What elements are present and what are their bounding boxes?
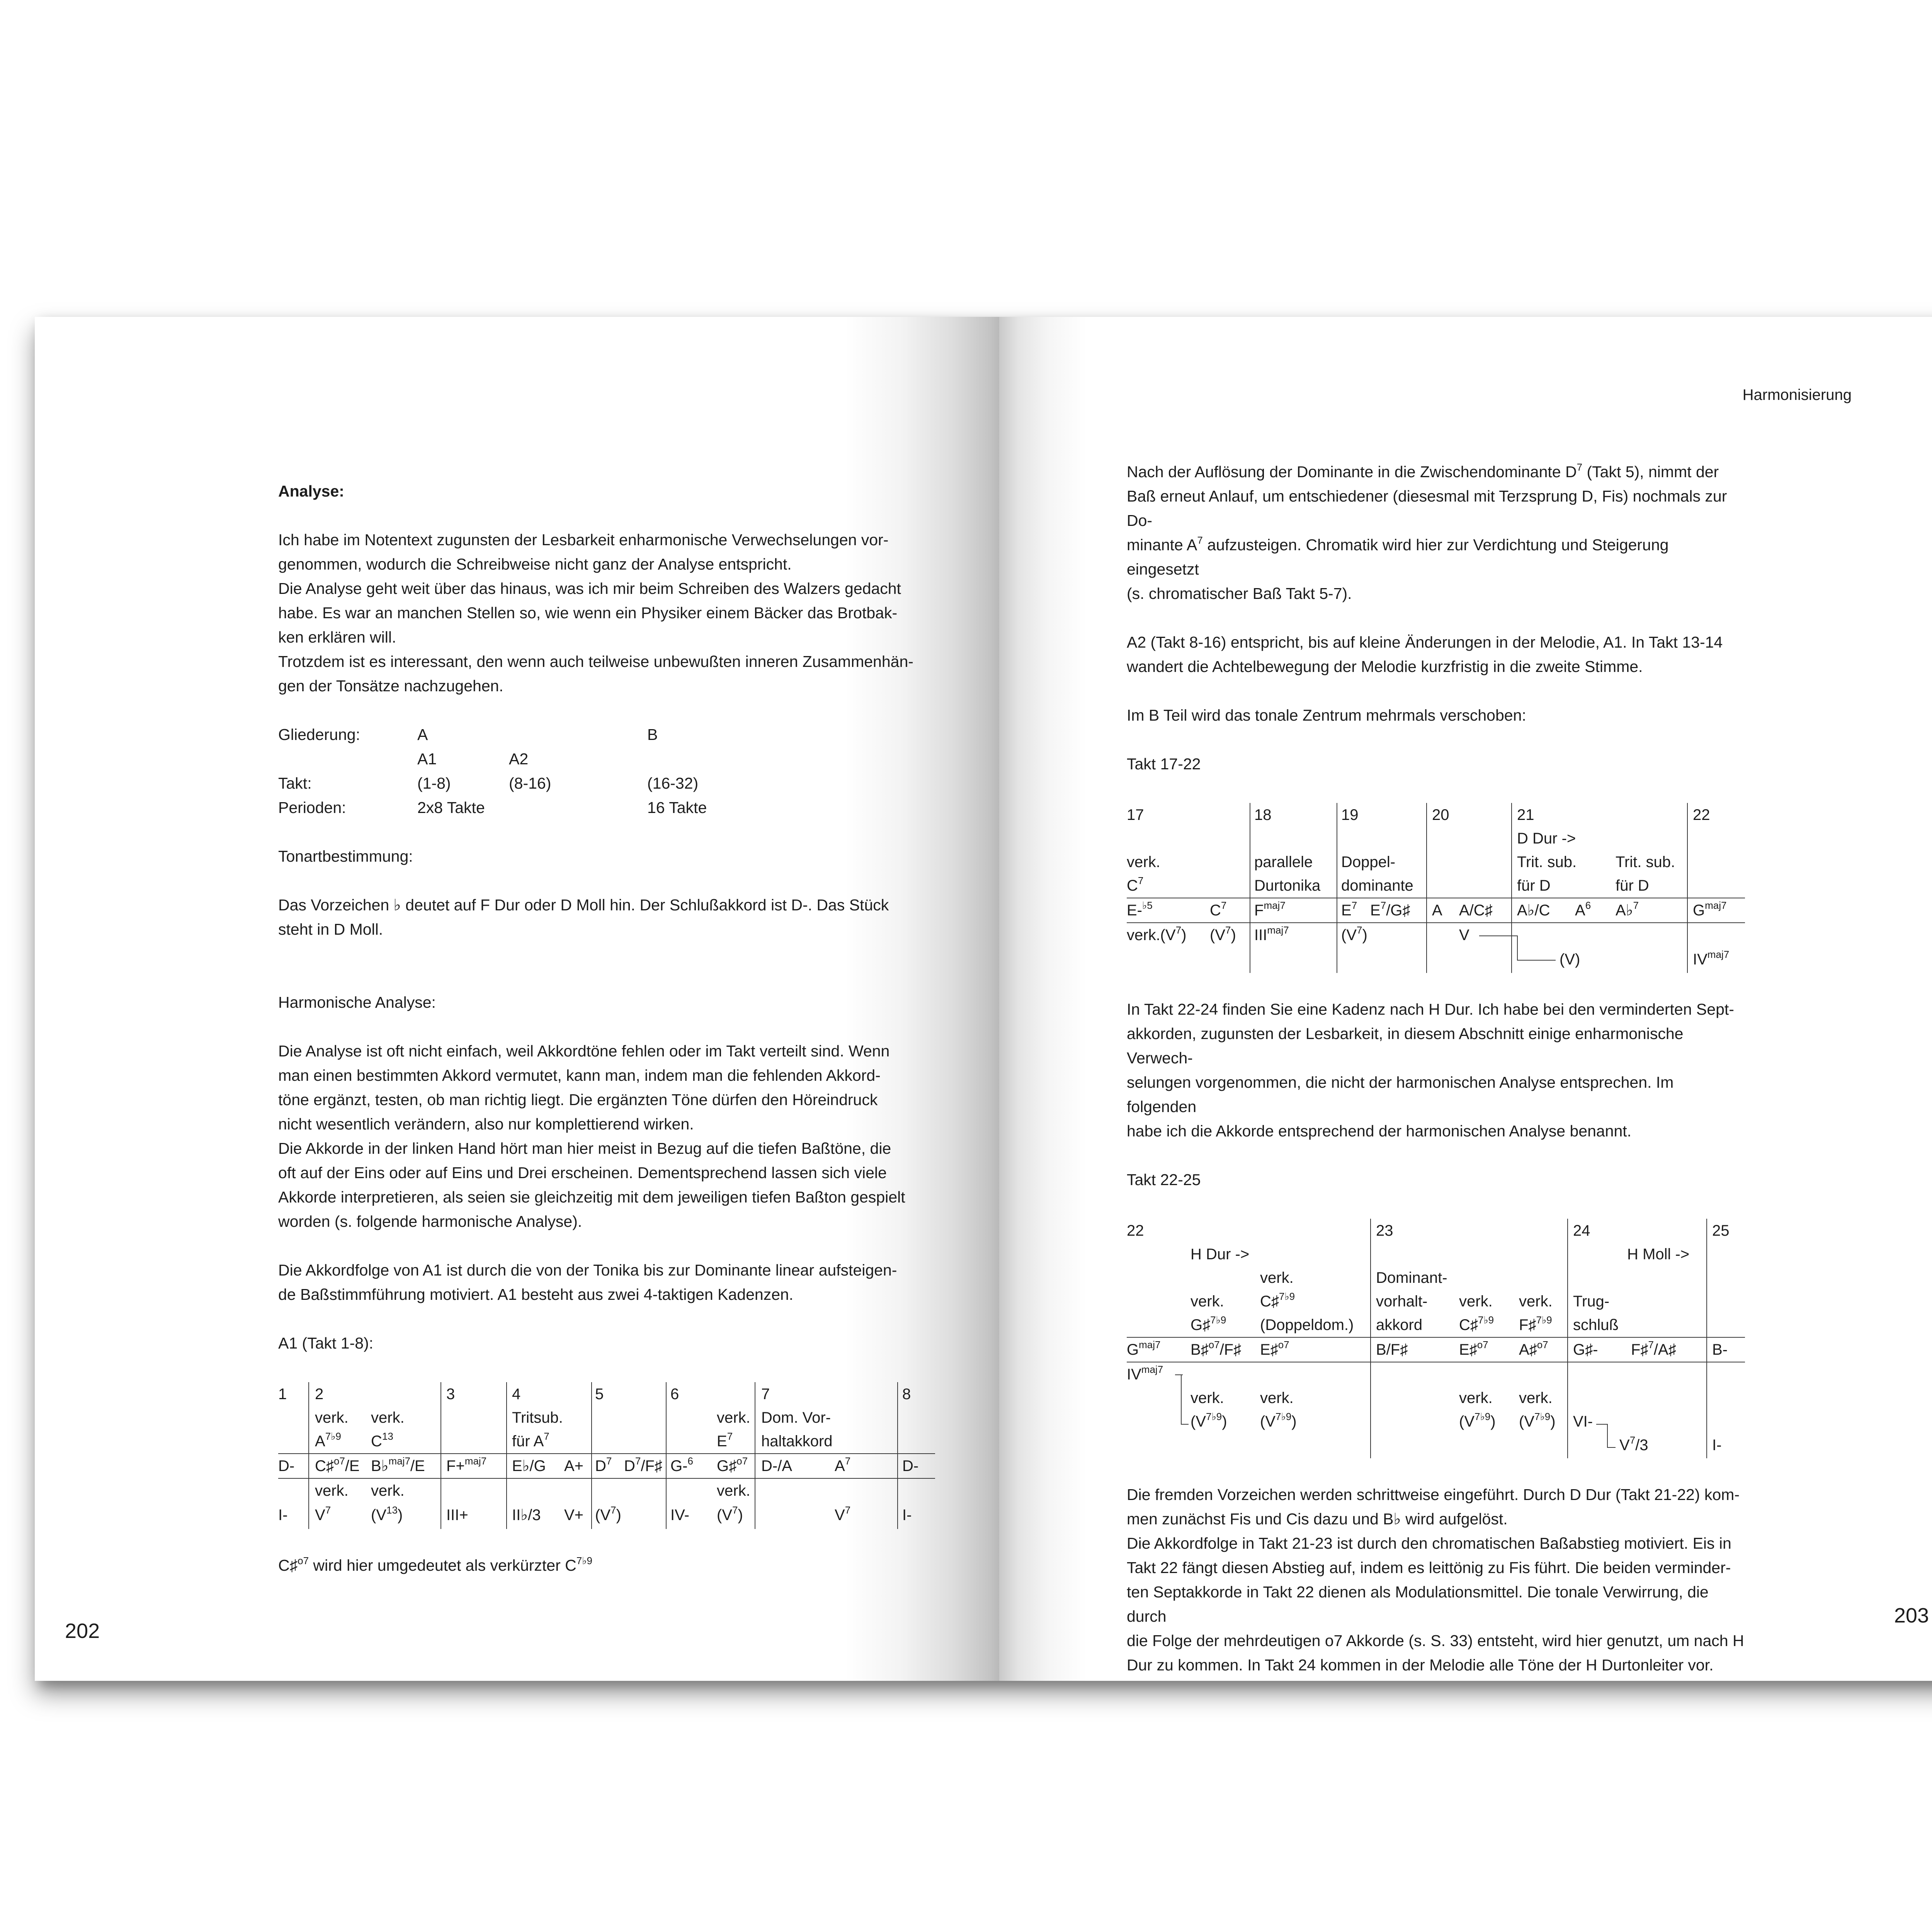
- perioden-label: Perioden:: [278, 799, 346, 816]
- tonart-heading: Tonartbestimmung:: [278, 847, 413, 865]
- takt-number: 4: [512, 1386, 521, 1403]
- connector-line: [1607, 1424, 1608, 1448]
- chord-annotation: verk.: [371, 1409, 405, 1426]
- perioden-b: 16 Takte: [647, 799, 707, 816]
- chord-symbol: D-: [902, 1458, 919, 1475]
- text-line: wandert die Achtelbewegung der Melodie kurzfristig in die zweite Stimme.: [1127, 658, 1643, 675]
- takt-number: 5: [595, 1386, 604, 1403]
- analyse-heading: Analyse:: [278, 482, 344, 500]
- footnote-line: C♯$^{o7}$ wird hier umgedeutet als verkürzter $C^{7♭9}$: [278, 1555, 592, 1574]
- takt-number: 18: [1254, 806, 1272, 823]
- chord-symbol: F♯$^7$/A♯: [1631, 1339, 1676, 1358]
- text-line: ken erklären will.: [278, 628, 396, 646]
- text-line: Akkorde interpretieren, als seien sie gleichzeitig mit dem jeweiligen tiefen Baßton gespielt: [278, 1188, 905, 1206]
- connector-line: [1479, 935, 1518, 936]
- chord-annotation: Trug-: [1573, 1293, 1610, 1310]
- chord-symbol: B-: [1712, 1341, 1728, 1358]
- paragraph-vorzeichen: [1127, 1483, 1745, 1677]
- section-b: B: [647, 726, 658, 743]
- section-a2: A2: [509, 750, 529, 768]
- function-symbol: $(V^{7♭9})$: [1519, 1411, 1556, 1430]
- text-line: die Folge der mehrdeutigen o7 Akkorde (s. S. 33) entsteht, wird hier genutzt, um nach H: [1127, 1632, 1744, 1650]
- chord-symbol: B♭$^{maj7}$/E: [371, 1455, 425, 1475]
- harmonische-analyse-heading: Harmonische Analyse:: [278, 993, 436, 1011]
- function-symbol: $(V^7)$: [717, 1504, 743, 1524]
- left-page: [35, 317, 999, 1681]
- function-symbol: $(V^{13})$: [371, 1504, 403, 1524]
- chord-symbol: $F^{maj7}$: [1254, 900, 1286, 919]
- function-symbol: $V^7$: [315, 1504, 331, 1524]
- bar-line: [1511, 803, 1512, 973]
- function-symbol: IV-: [670, 1507, 689, 1524]
- book-spread: [35, 317, 1932, 1681]
- text-line: Die Akkordfolge von A1 ist durch die von der Tonika bis zur Dominante linear aufsteigen-: [278, 1261, 897, 1279]
- text-line: oft auf der Eins oder auf Eins und Drei erscheinen. Dementsprechend lassen sich viele: [278, 1164, 887, 1182]
- text-line: Die Akkorde in der linken Hand hört man hier meist in Bezug auf die tiefen Baßtöne, die: [278, 1139, 891, 1157]
- connector-line: [1517, 960, 1556, 961]
- running-head: Harmonisierung: [1742, 386, 1852, 403]
- takt-a1: (1-8): [417, 774, 451, 792]
- function-symbol: I-: [902, 1507, 912, 1524]
- chord-annotation: $E^7$: [717, 1430, 733, 1450]
- chord-symbol: $A^6$: [1575, 900, 1591, 919]
- chord-symbol: A♭/C: [1517, 902, 1550, 919]
- chord-annotation: C♯$^{7♭9}$: [1260, 1291, 1295, 1310]
- chord-annotation: Doppel-: [1341, 854, 1396, 871]
- chord-annotation: parallele: [1254, 854, 1313, 871]
- text-line: ten Septakkorde in Takt 22 dienen als Modulationsmittel. Die tonale Verwirrung, die durch: [1127, 1583, 1709, 1625]
- key-annotation: H Dur ->: [1190, 1246, 1250, 1263]
- chord-symbol: E-$^{♭5}$: [1127, 900, 1153, 919]
- chord-annotation: verk.: [1459, 1293, 1493, 1310]
- function-symbol: (V): [1560, 951, 1580, 968]
- section-a1: A1: [417, 750, 437, 768]
- function-symbol: VI-: [1573, 1413, 1593, 1430]
- chord-annotation: Dom. Vor-: [761, 1409, 831, 1426]
- text-line: töne ergänzt, testen, ob man richtig liegt. Die ergänzten Töne dürfen den Höreindruck: [278, 1091, 878, 1109]
- text-line: In Takt 22-24 finden Sie eine Kadenz nach H Dur. Ich habe bei den verminderten Sept-: [1127, 1000, 1734, 1018]
- chord-annotation: Trit. sub.: [1517, 854, 1577, 871]
- chord-symbol: G♯$^{o7}$: [717, 1455, 748, 1475]
- a1-table-caption: A1 (Takt 1-8):: [278, 1334, 374, 1352]
- text-line: Nach der Auflösung der Dominante in die Zwischendominante $D^7$ (Takt 5), nimmt der: [1127, 461, 1719, 481]
- function-symbol: I-: [1712, 1437, 1722, 1454]
- takt-number: 24: [1573, 1222, 1590, 1239]
- takt-number: 23: [1376, 1222, 1393, 1239]
- text-line: selungen vorgenommen, die nicht der harmonischen Analyse entsprechen. Im folgenden: [1127, 1073, 1674, 1116]
- text-line: steht in D Moll.: [278, 920, 383, 938]
- chord-symbol: C♯$^{o7}$/E: [315, 1455, 360, 1475]
- chord-symbol: $G^{maj7}$: [1127, 1339, 1161, 1358]
- takt-number: 20: [1432, 806, 1449, 823]
- chord-symbol: $E^7$: [1341, 900, 1357, 919]
- chord-annotation: verk.: [717, 1409, 750, 1426]
- bar-line: [666, 1382, 667, 1529]
- function-symbol: I-: [278, 1507, 288, 1524]
- text-line: Die Analyse geht weit über das hinaus, was ich mir beim Schreiben des Walzers gedacht: [278, 580, 901, 597]
- paragraph-dominante: [1127, 460, 1745, 606]
- takt-number: 6: [670, 1386, 679, 1403]
- takt-number: 17: [1127, 806, 1144, 823]
- takt-number: 8: [902, 1386, 911, 1403]
- function-symbol: $V^7/3$: [1619, 1434, 1648, 1454]
- text-line: (s. chromatischer Baß Takt 5-7).: [1127, 585, 1352, 602]
- chord-annotation: haltakkord: [761, 1433, 833, 1450]
- bar-line: [1687, 803, 1688, 973]
- function-symbol: $(V^{7♭9})$: [1459, 1411, 1496, 1430]
- function-annotation: verk.: [1260, 1389, 1294, 1406]
- right-text-column: [1127, 460, 1745, 1677]
- chord-symbol: $G^{maj7}$: [1693, 900, 1727, 919]
- takt-a2: (8-16): [509, 774, 551, 792]
- chord-symbol: E♯$^{o7}$: [1459, 1339, 1488, 1358]
- function-symbol: V+: [564, 1507, 584, 1524]
- chord-annotation: Dominant-: [1376, 1269, 1447, 1286]
- chord-symbol: A: [1432, 902, 1442, 919]
- text-line: worden (s. folgende harmonische Analyse).: [278, 1213, 582, 1230]
- function-symbol: $IV^{maj7}$: [1127, 1364, 1163, 1383]
- bar-line: [308, 1382, 309, 1529]
- chord-symbol: $C^7$: [1210, 900, 1227, 919]
- perioden-a: 2x8 Takte: [417, 799, 485, 816]
- chord-symbol: E♯$^{o7}$: [1260, 1339, 1289, 1358]
- harmony-table-22-25: [1127, 1219, 1745, 1458]
- harmony-table-17-22: [1127, 803, 1745, 973]
- chord-annotation: für $A^7$: [512, 1430, 549, 1450]
- text-line: minante $A^7$ aufzusteigen. Chromatik wird hier zur Verdichtung und Steigerung eingesetzt: [1127, 534, 1669, 578]
- takt-number: 22: [1127, 1222, 1144, 1239]
- paragraph-kadenz: [1127, 997, 1745, 1143]
- chord-symbol: A♯$^{o7}$: [1519, 1339, 1548, 1358]
- key-annotation: H Moll ->: [1627, 1246, 1690, 1263]
- text-line: Im B Teil wird das tonale Zentrum mehrmals verschoben:: [1127, 706, 1526, 724]
- function-annotation: verk.: [315, 1482, 349, 1499]
- function-symbol: $verk.(V^7)$: [1127, 924, 1187, 944]
- function-annotation: verk.: [1190, 1389, 1224, 1406]
- function-symbol: $(V^7)$: [1210, 924, 1236, 944]
- text-line: men zunächst Fis und Cis dazu und B♭ wird aufgelöst.: [1127, 1510, 1508, 1528]
- text-line: habe. Es war an manchen Stellen so, wie wenn ein Physiker einem Bäcker das Brotbak-: [278, 604, 898, 622]
- gliederung-table: [278, 723, 935, 820]
- chord-annotation: (Doppeldom.): [1260, 1316, 1354, 1333]
- chord-annotation: vorhalt-: [1376, 1293, 1428, 1310]
- bar-line: [1370, 1219, 1371, 1458]
- gliederung-label: Gliederung:: [278, 726, 360, 743]
- chord-symbol: F+$^{maj7}$: [446, 1455, 487, 1475]
- takt-number: 3: [446, 1386, 455, 1403]
- chord-annotation: $A^{7♭9}$: [315, 1430, 341, 1450]
- function-annotation: verk.: [371, 1482, 405, 1499]
- chord-symbol: $D^7$: [595, 1455, 612, 1475]
- chord-annotation: dominante: [1341, 877, 1413, 894]
- function-symbol: $IV^{maj7}$: [1693, 949, 1730, 968]
- chord-symbol: $D^7/F♯$: [624, 1455, 662, 1475]
- chord-symbol: A♭$^7$: [1616, 900, 1639, 919]
- chord-annotation: akkord: [1376, 1316, 1423, 1333]
- function-symbol: II♭/3: [512, 1507, 541, 1524]
- takt-number: 22: [1693, 806, 1710, 823]
- text-line: Trotzdem ist es interessant, den wenn auch teilweise unbewußten inneren Zusammenhän-: [278, 653, 913, 670]
- chord-annotation: F♯$^{7♭9}$: [1519, 1314, 1552, 1333]
- chord-annotation: verk.: [1519, 1293, 1553, 1310]
- text-line: habe ich die Akkorde entsprechend der harmonischen Analyse benannt.: [1127, 1122, 1632, 1140]
- section-a: A: [417, 726, 428, 743]
- harmonische-analyse-paragraph: [278, 1039, 935, 1234]
- chord-symbol: D-: [278, 1458, 295, 1475]
- chord-symbol: E♭/G: [512, 1458, 546, 1475]
- chord-annotation: für D: [1517, 877, 1551, 894]
- function-symbol: $(V^7)$: [595, 1504, 621, 1524]
- function-symbol: $III^{maj7}$: [1254, 924, 1289, 944]
- text-line: A2 (Takt 8-16) entspricht, bis auf kleine Änderungen in der Melodie, A1. In Takt 13-14: [1127, 633, 1723, 651]
- chord-symbol: B♯$^{o7}$/F♯: [1190, 1339, 1242, 1358]
- function-annotation: verk.: [1519, 1389, 1553, 1406]
- text-line: gen der Tonsätze nachzugehen.: [278, 677, 503, 695]
- bar-line: [897, 1382, 898, 1529]
- chord-annotation: $C^{13}$: [371, 1430, 393, 1450]
- text-line: de Baßstimmführung motiviert. A1 besteht aus zwei 4-taktigen Kadenzen.: [278, 1286, 794, 1303]
- connector-line: [1181, 1374, 1182, 1425]
- takt-number: 2: [315, 1386, 324, 1403]
- intro-paragraph: [278, 528, 935, 698]
- chord-annotation: für D: [1616, 877, 1649, 894]
- text-line: Die fremden Vorzeichen werden schrittweise eingeführt. Durch D Dur (Takt 21-22) kom-: [1127, 1486, 1740, 1503]
- connector-line: [1596, 1424, 1608, 1425]
- chord-symbol: D-/A: [761, 1458, 792, 1475]
- chord-annotation: Tritsub.: [512, 1409, 563, 1426]
- table-17-22-caption: Takt 17-22: [1127, 755, 1201, 773]
- chord-symbol: $A^7$: [835, 1455, 851, 1475]
- table-22-25-caption: Takt 22-25: [1127, 1171, 1201, 1189]
- function-annotation: verk.: [1459, 1389, 1493, 1406]
- connector-line: [1181, 1424, 1189, 1425]
- connector-line: [1517, 935, 1518, 961]
- takt-b: (16-32): [647, 774, 699, 792]
- takt-number: 19: [1341, 806, 1359, 823]
- function-symbol: $(V^7)$: [1341, 924, 1367, 944]
- key-annotation: D Dur ->: [1517, 830, 1576, 847]
- function-symbol: V: [1459, 927, 1469, 944]
- takt-label: Takt:: [278, 774, 312, 792]
- bar-line: [591, 1382, 592, 1529]
- function-symbol: III+: [446, 1507, 468, 1524]
- chord-annotation: Durtonika: [1254, 877, 1321, 894]
- text-line: genommen, wodurch die Schreibweise nicht ganz der Analyse entspricht.: [278, 555, 792, 573]
- chord-annotation: G♯$^{7♭9}$: [1190, 1314, 1226, 1333]
- a1-harmony-table: [278, 1382, 935, 1529]
- chord-annotation: $C^7$: [1127, 875, 1144, 894]
- chord-annotation: verk.: [1190, 1293, 1224, 1310]
- takt-number: 25: [1712, 1222, 1730, 1239]
- chord-symbol: A+: [564, 1458, 584, 1475]
- chord-symbol: G♯-: [1573, 1341, 1598, 1358]
- text-line: Die Akkordfolge in Takt 21-23 ist durch den chromatischen Baßabstieg motiviert. Eis in: [1127, 1534, 1731, 1552]
- bar-line: [1426, 803, 1427, 973]
- chord-annotation: verk.: [1127, 854, 1160, 871]
- right-page: [999, 317, 1932, 1681]
- chord-symbol: A/C♯: [1459, 902, 1493, 919]
- text-line: man einen bestimmten Akkord vermutet, kann man, indem man die fehlenden Akkord-: [278, 1066, 881, 1084]
- function-symbol: $V^7$: [835, 1504, 851, 1524]
- text-line: Takt 22 fängt diesen Abstieg auf, indem es leittönig zu Fis führt. Die beiden verminder-: [1127, 1559, 1731, 1577]
- chord-annotation: verk.: [315, 1409, 349, 1426]
- chord-symbol: $E^7/G♯$: [1370, 900, 1410, 919]
- text-line: Baß erneut Anlauf, um entschiedener (diesesmal mit Terzsprung D, Fis) nochmals zur Do-: [1127, 487, 1727, 529]
- takt-number: 1: [278, 1386, 287, 1403]
- chord-annotation: Trit. sub.: [1616, 854, 1675, 871]
- bar-line: [1706, 1219, 1707, 1458]
- takt-number: 21: [1517, 806, 1534, 823]
- chord-annotation: C♯$^{7♭9}$: [1459, 1314, 1494, 1333]
- chord-symbol: G-$^6$: [670, 1455, 693, 1475]
- left-text-column: [278, 479, 935, 1578]
- text-line: Ich habe im Notentext zugunsten der Lesbarkeit enharmonische Verwechselungen vor-: [278, 531, 889, 549]
- bar-line: [1567, 1219, 1568, 1458]
- bar-line: [506, 1382, 507, 1529]
- takt-number: 7: [761, 1386, 770, 1403]
- bar-line: [440, 1382, 441, 1529]
- connector-line: [1607, 1447, 1616, 1448]
- function-symbol: $(V^{7♭9})$: [1190, 1411, 1227, 1430]
- chord-symbol: B/F♯: [1376, 1341, 1408, 1358]
- chord-annotation: schluß: [1573, 1316, 1619, 1333]
- text-line: Die Analyse ist oft nicht einfach, weil Akkordtöne fehlen oder im Takt verteilt sind. Wenn: [278, 1042, 890, 1060]
- page-number-right: 203: [1894, 1604, 1929, 1627]
- function-symbol: $(V^{7♭9})$: [1260, 1411, 1297, 1430]
- text-line: Das Vorzeichen ♭ deutet auf F Dur oder D Moll hin. Der Schlußakkord ist D-. Das Stück: [278, 896, 889, 914]
- text-line: akkorden, zugunsten der Lesbarkeit, in diesem Abschnitt einige enharmonische Verwech-: [1127, 1025, 1684, 1067]
- text-line: nicht wesentlich verändern, also nur komplettierend wirken.: [278, 1115, 694, 1133]
- text-line: Dur zu kommen. In Takt 24 kommen in der Melodie alle Töne der H Durtonleiter vor.: [1127, 1656, 1714, 1674]
- chord-annotation: verk.: [1260, 1269, 1294, 1286]
- connector-line: [1175, 1374, 1183, 1375]
- page-number-left: 202: [65, 1619, 100, 1643]
- function-annotation: verk.: [717, 1482, 750, 1499]
